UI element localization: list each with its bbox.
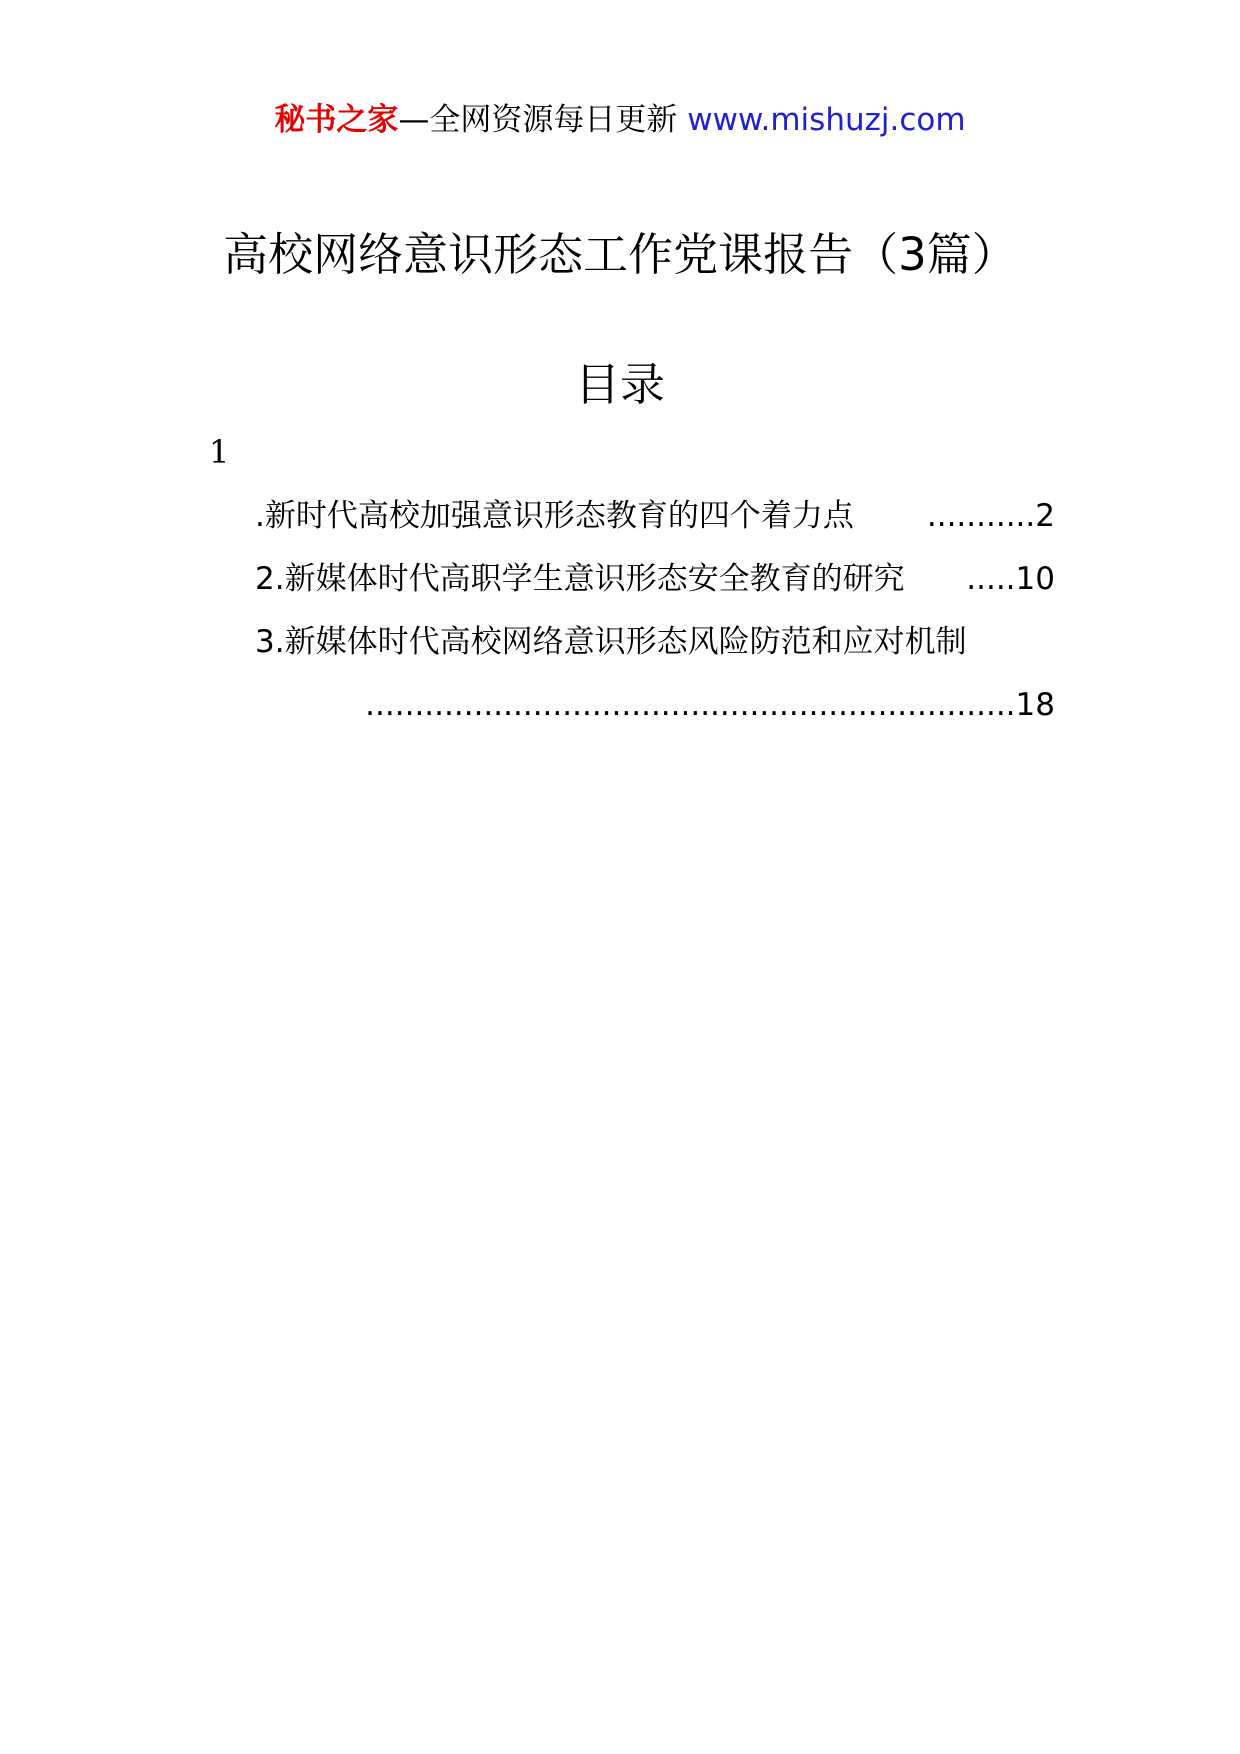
- header-tagline: —全网资源每日更新: [398, 102, 678, 138]
- toc-item-2-leader: .....: [966, 561, 1016, 597]
- document-title: 高校网络意识形态工作党课报告（3篇）: [223, 228, 1017, 281]
- toc-item-2-text: 2.新媒体时代高职学生意识形态安全教育的研究: [255, 561, 905, 597]
- toc-item-3[interactable]: [255, 620, 1055, 664]
- toc-item-3-continuation[interactable]: [190, 683, 1055, 727]
- toc-item-3-page: 18: [1015, 687, 1055, 723]
- toc-item-2[interactable]: [255, 557, 1055, 601]
- toc-item-3-leader: ..................................................................: [365, 687, 1016, 723]
- toc-item-1-number: 1: [209, 433, 230, 471]
- site-header: [0, 100, 1240, 140]
- toc-item-2-page: 10: [1015, 561, 1055, 597]
- site-url-link[interactable]: www.mishuzj.com: [687, 102, 966, 138]
- toc-item-3-text: 3.新媒体时代高校网络意识形态风险防范和应对机制: [255, 624, 967, 660]
- toc-item-1[interactable]: [255, 494, 1055, 538]
- brand-name: 秘书之家: [274, 102, 399, 138]
- toc-item-1-page: 2: [1035, 498, 1055, 534]
- toc-heading: 目录: [574, 358, 665, 411]
- toc-item-1-leader: ...........: [926, 498, 1036, 534]
- toc-item-1-text: .新时代高校加强意识形态教育的四个着力点: [255, 498, 854, 534]
